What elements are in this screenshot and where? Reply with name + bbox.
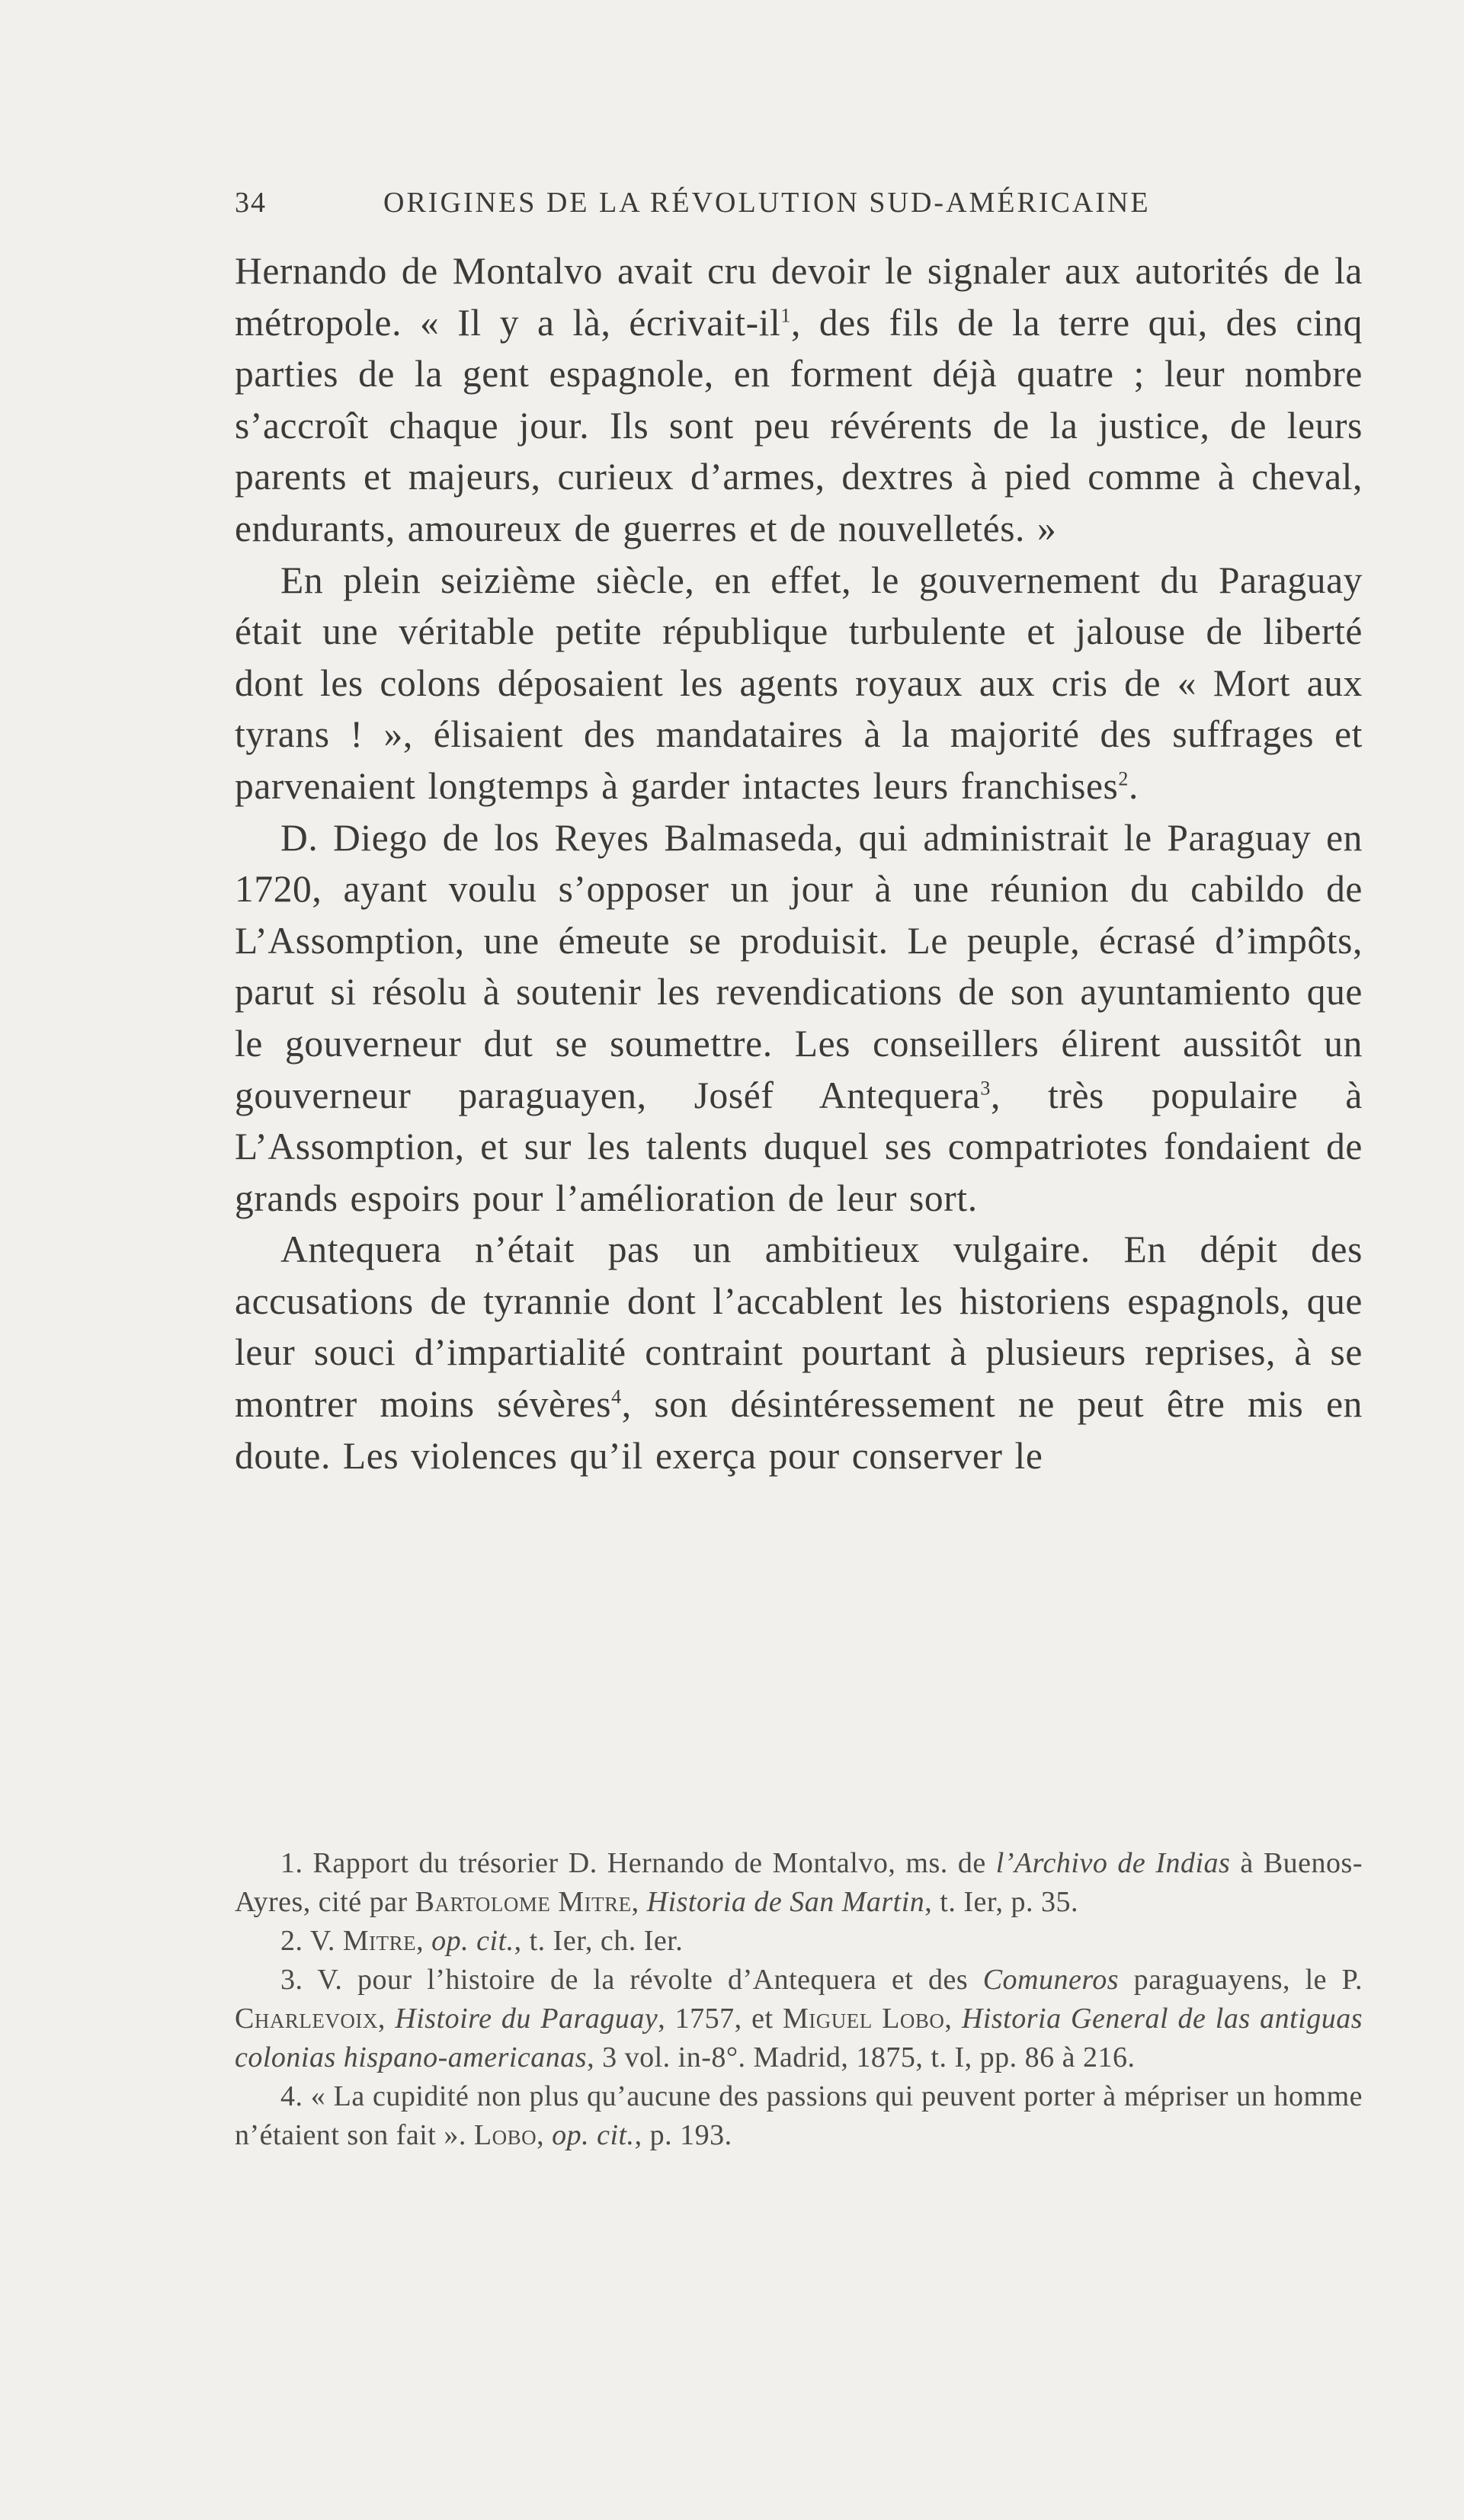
footnote-4-author: Lobo [473,2119,537,2151]
page-header [235,186,1363,224]
page-number: 34 [235,187,267,219]
footnote-1 [235,1844,1363,1922]
footnote-2-text: 2. V. [280,1925,343,1957]
footnote-2 [235,1922,1363,1961]
footnote-4-italic: op. cit. [552,2119,635,2151]
footnote-4-text: , [537,2119,553,2151]
footnote-ref-1: 1 [780,304,791,327]
paragraph-1-text-a: Hernando de Montalvo avait cru devoir le signaler aux autorités de la métropole. « Il y a là, écrivait-il [235,250,1363,344]
paragraph-1-text-b: , des fils de la terre qui, des cinq parties de la gent espagnole, en forment déjà quatre ; leur nombre s’accroît chaque jour. Ils sont peu révérents de la justice, de leurs parents et majeurs, curieux d’armes, dextres à pied comme à cheval, endurants, amoureux de guerres et de nouvelletés. » [235,301,1363,549]
footnote-3-text: paraguayens, le P. [1119,1964,1363,1996]
main-text [235,245,1363,1481]
paragraph-1 [235,245,1363,555]
paragraph-2 [235,555,1363,812]
footnote-2-italic: op. cit. [431,1925,514,1957]
footnote-4-text: , p. 193. [634,2119,732,2151]
footnote-3-text: , [944,2003,962,2035]
footnote-1-text: , t. Ier, p. 35. [924,1886,1078,1918]
footnote-ref-3: 3 [980,1077,991,1099]
footnote-ref-2: 2 [1118,767,1129,790]
footnote-4 [235,2077,1363,2155]
paragraph-4-text-a: Antequera n’était pas un ambitieux vulgaire. En dépit des accusations de tyrannie dont l’accablent les historiens espagnols, que leur souci d’impartialité contraint pourtant à plusieurs reprises, à se montrer moins sévères [235,1228,1363,1426]
footnote-2-author: Mitre [342,1925,417,1957]
footnote-3-italic: Histoire du Paraguay [395,2003,658,2035]
paragraph-3 [235,812,1363,1225]
footnote-3-text: 3. V. pour l’histoire de la révolte d’Antequera et des [280,1964,983,1996]
footnote-3-text: , 1757, et [658,2003,783,2035]
footnotes [235,1844,1363,2155]
paragraph-2-text-a: En plein seizième siècle, en effet, le gouvernement du Paraguay était une véritable petite république turbulente et jalouse de liberté dont les colons déposaient les agents royaux aux cris de « Mort aux tyrans ! », élisaient des mandataires à la majorité des suffrages et parvenaient longtemps à garder intactes leurs franchises [235,559,1363,807]
paragraph-2-text-b: . [1129,764,1139,807]
paragraph-3-text-a: D. Diego de los Reyes Balmaseda, qui administrait le Paraguay en 1720, ayant voulu s’opposer un jour à une réunion du cabildo de L’Assomption, une émeute se produisit. Le peuple, écrasé d’impôts, parut si résolu à soutenir les revendications de son ayuntamiento que le gouverneur dut se soumettre. Les conseillers élirent aussitôt un gouverneur paraguayen, Joséf Antequera [235,816,1363,1116]
footnote-3-text: , 3 vol. in-8°. Madrid, 1875, t. I, pp. 86 à 216. [587,2041,1136,2073]
footnote-1-text: , [631,1886,647,1918]
footnote-1-text: à Buenos-Ayres, cité par [235,1847,1363,1918]
footnote-3-italic: Comuneros [982,1964,1120,1996]
footnote-2-text: , t. Ier, ch. Ier. [514,1925,684,1957]
footnote-2-text: , [416,1925,432,1957]
footnote-3-author: Miguel Lobo [782,2003,945,2035]
paragraph-4 [235,1224,1363,1481]
footnote-3-text: , [377,2003,396,2035]
paragraph-3-text-b: , très populaire à L’Assomption, et sur les talents duquel ses compatriotes fondaient de grands espoirs pour l’amélioration de leur sort. [235,1074,1363,1219]
footnote-1-author: Bartolome Mitre [415,1886,632,1918]
footnote-1-text: 1. Rapport du trésorier D. Hernando de Montalvo, ms. de [280,1847,996,1879]
footnote-1-italic: l’Archivo de Indias [995,1847,1231,1879]
footnote-4-text: 4. « La cupidité non plus qu’aucune des passions qui peuvent porter à mépriser un homme n’étaient son fait ». [235,2080,1363,2151]
footnote-3 [235,1961,1363,2077]
footnote-ref-4: 4 [611,1385,622,1408]
paragraph-4-text-b: , son désintéressement ne peut être mis en doute. Les violences qu’il exerça pour conserver le [235,1383,1363,1477]
footnote-3-italic: Historia General de las antiguas colonias hispano-americanas [235,2003,1363,2073]
running-title: ORIGINES DE LA RÉVOLUTION SUD-AMÉRICAINE [383,187,1151,219]
footnote-3-author: Charlevoix [235,2003,378,2035]
footnote-1-italic: Historia de San Martin [646,1886,925,1918]
